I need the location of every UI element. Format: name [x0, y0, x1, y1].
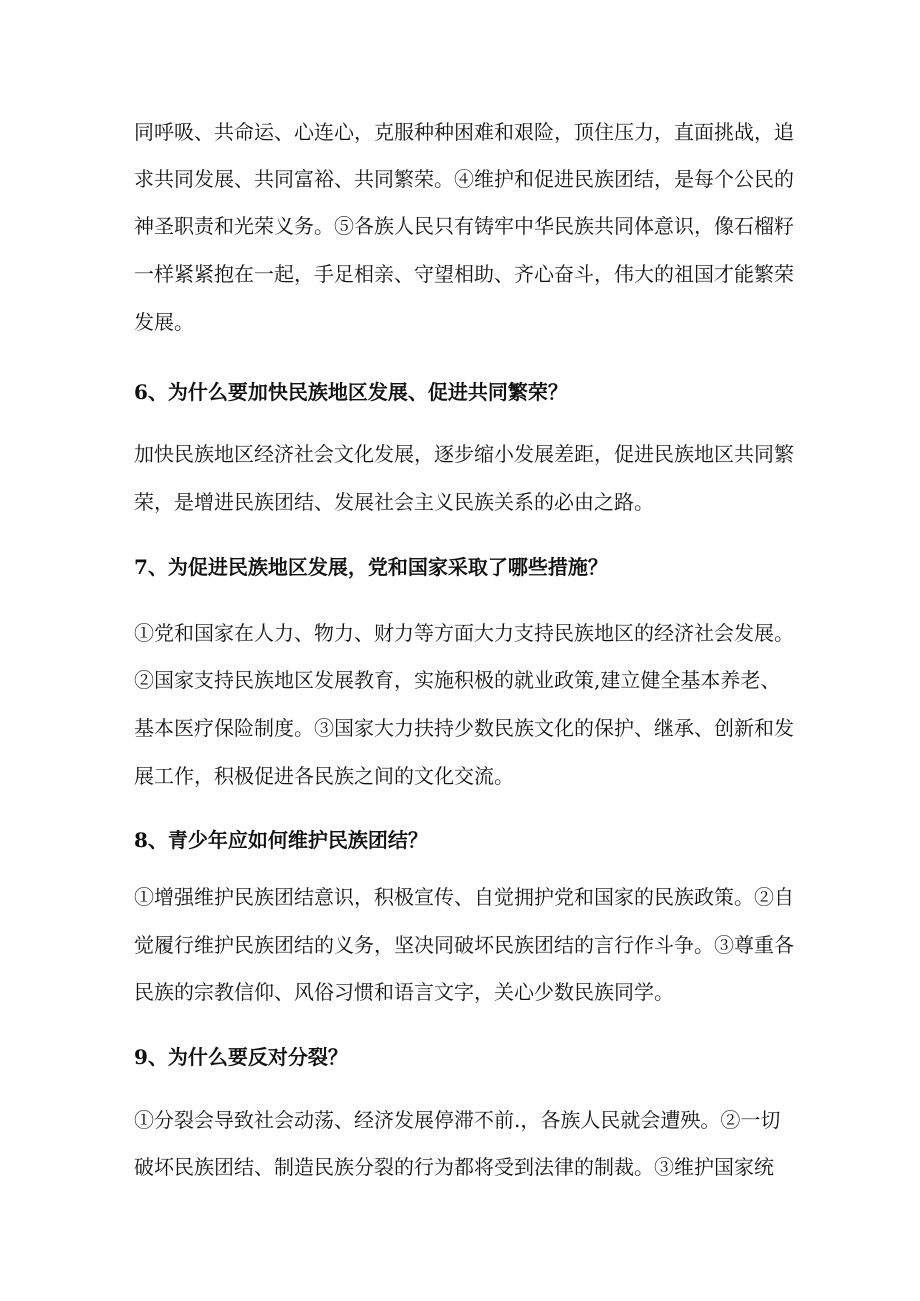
- question-heading-6: 6、为什么要加快民族地区发展、促进共同繁荣？: [134, 380, 568, 404]
- paragraph-line: 基本医疗保险制度。③国家大力扶持少数民族文化的保护、继承、创新和发: [134, 716, 794, 740]
- question-heading-8: 8、青少年应如何维护民族团结？: [134, 828, 428, 852]
- paragraph-line: ②国家支持民族地区发展教育，实施积极的就业政策,建立健全基本养老、: [134, 668, 781, 692]
- paragraph-line: 一样紧紧抱在一起，手足相亲、守望相助、齐心奋斗，伟大的祖国才能繁荣: [134, 262, 794, 286]
- paragraph-line: 破坏民族团结、制造民族分裂的行为都将受到法律的制裁。③维护国家统: [134, 1155, 774, 1179]
- paragraph-line: 求共同发展、共同富裕、共同繁荣。④维护和促进民族团结，是每个公民的: [134, 167, 794, 191]
- paragraph-line: 神圣职责和光荣义务。⑤各族人民只有铸牢中华民族共同体意识，像石榴籽: [134, 214, 794, 238]
- paragraph-line: 觉履行维护民族团结的义务，坚决同破坏民族团结的言行作斗争。③尊重各: [134, 933, 794, 957]
- paragraph-line: ①党和国家在人力、物力、财力等方面大力支持民族地区的经济社会发展。: [134, 621, 794, 645]
- question-heading-7: 7、为促进民族地区发展，党和国家采取了哪些措施？: [134, 555, 608, 579]
- paragraph-line: 民族的宗教信仰、风俗习惯和语言文字，关心少数民族同学。: [134, 980, 674, 1004]
- paragraph-line: ①增强维护民族团结意识，积极宣传、自觉拥护党和国家的民族政策。②自: [134, 885, 794, 909]
- paragraph-line: ①分裂会导致社会动荡、经济发展停滞不前.，各族人民就会遭殃。②一切: [134, 1108, 781, 1132]
- paragraph-line: 加快民族地区经济社会文化发展，逐步缩小发展差距，促进民族地区共同繁: [134, 442, 794, 466]
- paragraph-line: 同呼吸、共命运、心连心，克服种种困难和艰险，顶住压力，直面挑战，追: [134, 120, 794, 144]
- paragraph-line: 发展。: [134, 310, 194, 334]
- paragraph-line: 荣，是增进民族团结、发展社会主义民族关系的必由之路。: [134, 490, 654, 514]
- paragraph-line: 展工作，积极促进各民族之间的文化交流。: [134, 764, 514, 788]
- question-heading-9: 9、为什么要反对分裂？: [134, 1045, 348, 1069]
